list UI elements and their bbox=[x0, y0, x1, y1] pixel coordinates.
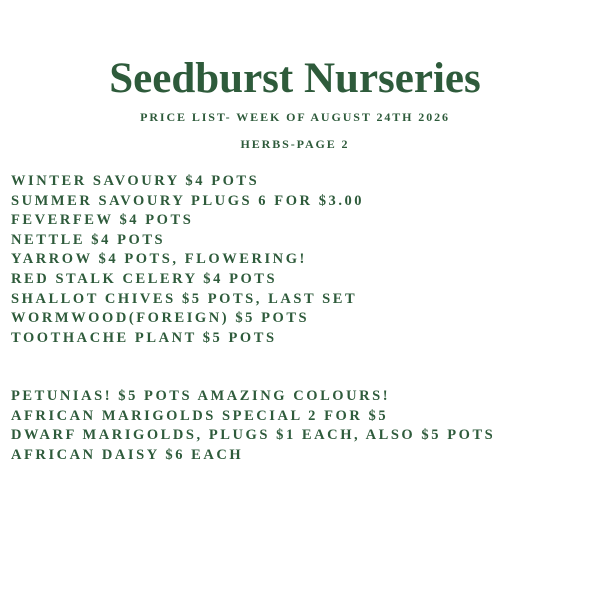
list-item: FEVERFEW $4 POTS bbox=[11, 212, 194, 229]
list-item: DWARF MARIGOLDS, PLUGS $1 EACH, ALSO $5 POTS bbox=[11, 427, 496, 444]
list-item: TOOTHACHE PLANT $5 POTS bbox=[11, 329, 277, 346]
list-item: PETUNIAS! $5 POTS AMAZING COLOURS! bbox=[11, 388, 391, 404]
list-item: WORMWOOD(FOREIGN) $5 POTS bbox=[11, 310, 310, 327]
herbs-list bbox=[11, 172, 364, 348]
list-item: YARROW $4 POTS, FLOWERING! bbox=[11, 251, 307, 268]
section-heading: HERBS-PAGE 2 bbox=[240, 137, 350, 151]
list-item: SHALLOT CHIVES $5 POTS, LAST SET bbox=[11, 290, 358, 307]
list-item: AFRICAN DAISY $6 EACH bbox=[11, 446, 244, 463]
page-title: Seedburst Nurseries bbox=[109, 55, 481, 102]
list-item: AFRICAN MARIGOLDS SPECIAL 2 FOR $5 bbox=[11, 407, 389, 424]
list-item: WINTER SAVOURY $4 POTS bbox=[11, 173, 260, 189]
list-item: SUMMER SAVOURY PLUGS 6 FOR $3.00 bbox=[11, 192, 365, 209]
list-item: NETTLE $4 POTS bbox=[11, 231, 166, 248]
price-list-week-line: PRICE LIST- WEEK OF AUGUST 24TH 2026 bbox=[140, 110, 450, 124]
list-item: RED STALK CELERY $4 POTS bbox=[11, 270, 278, 287]
flowers-list bbox=[11, 387, 495, 465]
